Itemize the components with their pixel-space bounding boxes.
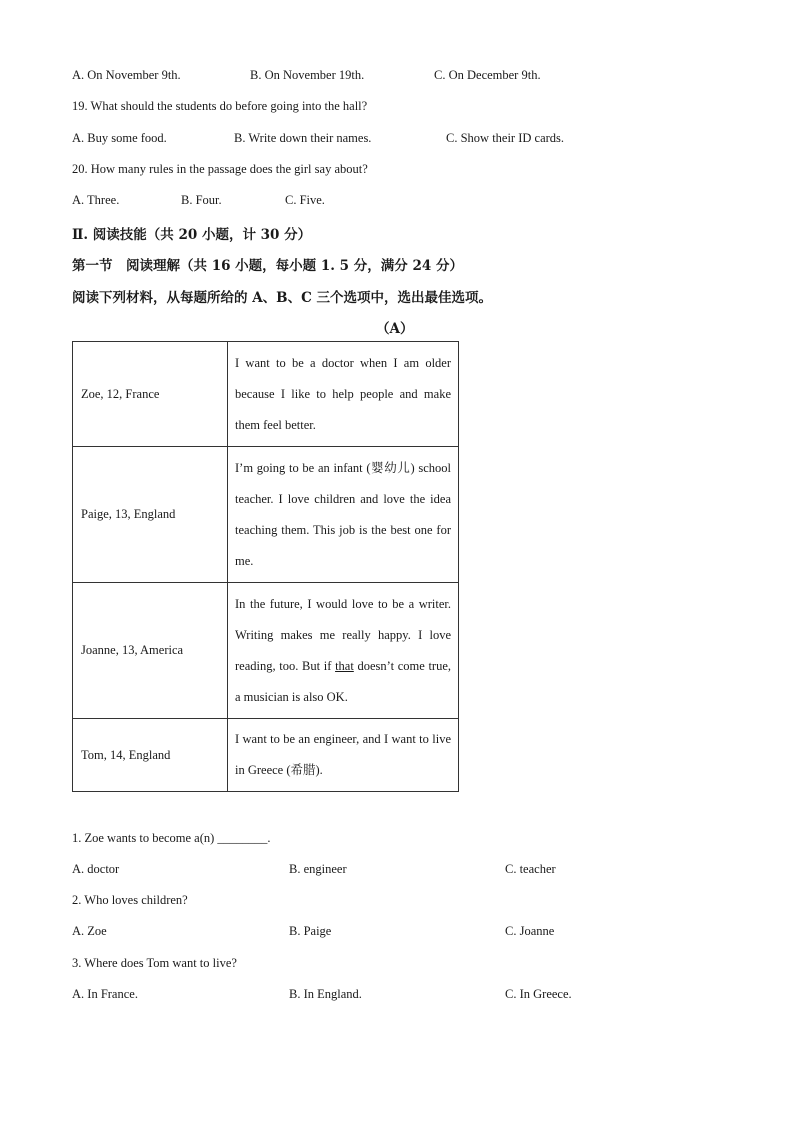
q20-option-c: C. Five. [285,193,325,207]
q2-option-c: C. Joanne [505,924,555,938]
table-row [73,719,459,792]
table-cell-text [228,583,459,719]
q1-option-b: B. engineer [289,862,347,876]
q19-question: 19. What should the students do before going into the hall? [72,99,368,113]
table-cell-name: Tom, 14, England [73,719,228,792]
q18-option-a: A. On November 9th. [72,68,181,82]
q3-option-b: B. In England. [289,987,362,1001]
q20-question: 20. How many rules in the passage does the girl say about? [72,162,368,176]
underlined-word: that [335,658,354,673]
q19-option-c: C. Show their ID cards. [446,131,565,145]
q1-option-a: A. doctor [72,862,120,876]
table-cell-text: I want to be a doctor when I am older because I like to help people and make them feel better. [228,342,459,447]
passage-label: （A） [376,321,414,337]
table-cell-name: Paige, 13, England [73,447,228,583]
table-cell-text: I want to be an engineer, and I want to live in Greece (希腊). [228,719,459,792]
q18-option-c: C. On December 9th. [434,68,541,82]
q3-question: 3. Where does Tom want to live? [72,956,237,970]
table-row [73,583,459,719]
instruction: 阅读下列材料，从每题所给的 A、B、C 三个选项中，选出最佳选项。 [72,290,493,306]
table-cell-name: Zoe, 12, France [73,342,228,447]
section-title: Ⅱ. 阅读技能（共 20 小题，计 30 分） [72,227,312,243]
text-after: doesn’t come true, a musician is also OK. [235,658,452,704]
career-table [72,341,459,792]
q18-option-b: B. On November 19th. [250,68,365,82]
q2-question: 2. Who loves children? [72,893,188,907]
q2-option-a: A. Zoe [72,924,107,938]
q19-option-b: B. Write down their names. [234,131,372,145]
table-cell-text: I’m going to be an infant (婴幼儿) school teacher. I love children and love the idea teaching them. This job is the best one for me. [228,447,459,583]
q2-option-b: B. Paige [289,924,332,938]
table-cell-name: Joanne, 13, America [73,583,228,719]
q3-option-c: C. In Greece. [505,987,572,1001]
q1-question: 1. Zoe wants to become a(n) ________. [72,831,271,845]
q20-option-b: B. Four. [181,193,222,207]
subsection-title: 第一节 阅读理解（共 16 小题，每小题 1. 5 分，满分 24 分） [72,258,463,274]
q3-option-a: A. In France. [72,987,138,1001]
text-before: In the future, I would love to be a writer. Writing makes me really happy. I love reading, too. But if [235,596,451,673]
table-row [73,342,459,447]
table-row [73,447,459,583]
q1-option-c: C. teacher [505,862,556,876]
q20-option-a: A. Three. [72,193,120,207]
q19-option-a: A. Buy some food. [72,131,167,145]
